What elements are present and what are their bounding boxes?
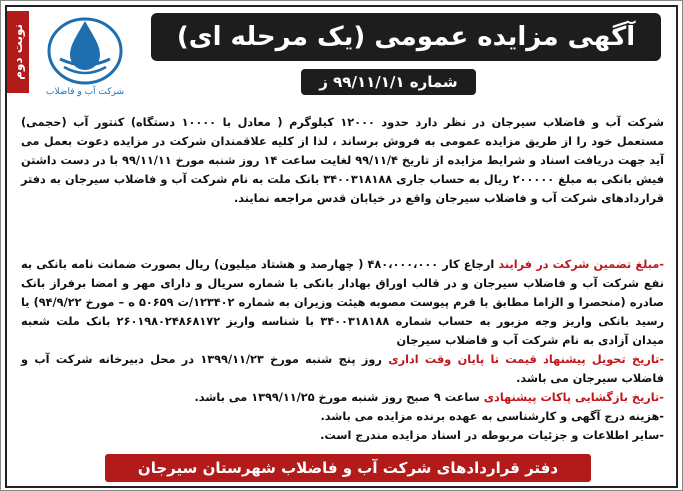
conditions-list: [21, 255, 664, 445]
logo-text: شرکت آب و فاضلاب: [45, 87, 125, 97]
footer-banner: [105, 454, 591, 482]
condition-item: [21, 255, 664, 350]
condition-text: ساعت ۹ صبح روز شنبه مورخ ۱۳۹۹/۱۱/۲۵ می باشد.: [194, 391, 484, 404]
condition-item: [21, 350, 664, 388]
condition-text: ارجاع کار ۴۸۰،۰۰۰،۰۰۰ ( چهارصد و هشتاد میلیون) ریال بصورت ضمانت نامه بانکی به نفع شرکت آب و فاضلاب سیرجان و در قالب اوراق بهادار بانکی با شماره سریال و دارای مهر و امضا برفراز بانک صادره (منحصرا و الزاما مطابق با فرم پیوست مصوبه هیئت وزیران به شماره ۱۲۳۴۰۲/ت ۵۰۶۵۹ ه – مورخ ۹۴/۹/۲۲) یا رسید بانکی واریز وجه مزبور به حساب شماره ۳۴۰۰۳۱۸۱۸۸ با شناسه واریز ۲۶۰۱۹۸۰۲۴۸۶۸۱۷۲ بانک ملت شعبه میدان آزادی به نام شرکت آب و فاضلاب سیرجان: [21, 258, 664, 347]
notice-title: [151, 13, 661, 61]
condition-item: [21, 407, 664, 426]
condition-label: -تاریخ تحویل پیشنهاد قیمت تا پایان وقت اداری: [388, 353, 665, 366]
company-logo: [35, 11, 135, 103]
condition-label: -مبلغ تضمین شرکت در فرایند: [498, 258, 664, 271]
notice-number: [301, 69, 476, 95]
condition-text: -سایر اطلاعات و جزئیات مربوطه در اسناد مزایده مندرج است.: [320, 429, 664, 442]
notice-title-text: آگهی مزایده عمومی (یک مرحله ای): [176, 22, 636, 52]
water-drop-logo-icon: [46, 11, 124, 85]
side-label: [7, 11, 29, 93]
condition-label: -تاریخ بازگشایی پاکات پیشنهادی: [483, 391, 664, 404]
condition-text: روز پنج شنبه مورخ ۱۳۹۹/۱۱/۲۳ در محل دبیرخانه شرکت آب و فاضلاب سیرجان می باشد.: [21, 353, 664, 385]
intro-paragraph: شرکت آب و فاضلاب سیرجان در نظر دارد حدود ۱۲۰۰۰ کیلوگرم ( معادل با ۱۰۰۰۰ دستگاه) کنتور آب (حجمی) مستعمل خود را از طریق مزایده عمومی به فروش برساند ، لذا از کلیه علاقمندان شرکت در مزایده دعوت بعمل می آید جهت دریافت اسناد و شرایط مزایده از تاریخ ۹۹/۱۱/۴ لغایت ساعت ۱۴ روز شنبه مورخ ۹۹/۱۱/۱۱ با در دست داشتن فیش بانکی به مبلغ ۲۰۰۰۰۰ ریال به حساب جاری ۳۴۰۰۳۱۸۱۸۸ بانک ملت به نام شرکت آب و فاضلاب سیرجان به دفتر قراردادهای شرکت آب و فاضلاب سیرجان واقع در خیابان قدس مراجعه نمایند.: [21, 116, 664, 205]
notice-number-text: شماره ۹۹/۱۱/۱/۱ ز: [319, 73, 458, 91]
condition-item: [21, 426, 664, 445]
side-label-text: نوبت دوم: [11, 24, 25, 80]
footer-text: دفتر قراردادهای شرکت آب و فاضلاب شهرستان سیرجان: [137, 459, 559, 477]
condition-item: [21, 388, 664, 407]
condition-text: -هزینه درج آگهی و کارشناسی به عهده برنده مزایده می باشد.: [320, 410, 664, 423]
